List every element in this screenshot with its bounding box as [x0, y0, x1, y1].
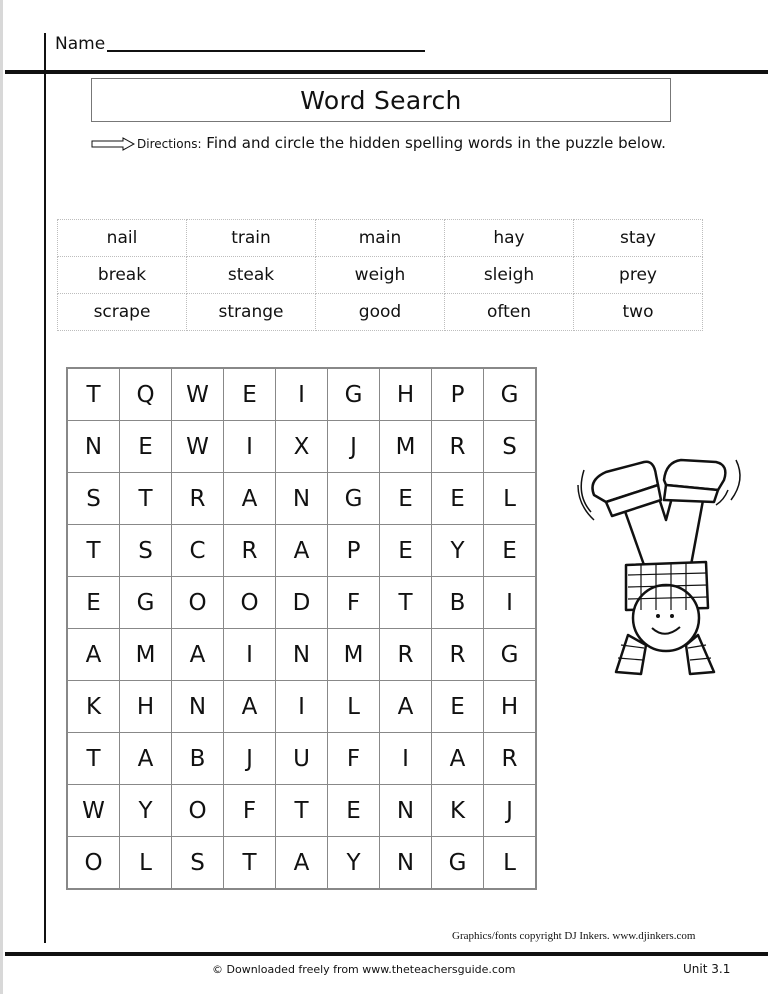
grid-row — [67, 629, 536, 681]
word-row — [58, 294, 703, 331]
grid-cell[interactable]: A — [432, 733, 484, 785]
word-cell: weigh — [316, 257, 445, 294]
grid-row — [67, 577, 536, 629]
grid-cell[interactable]: W — [172, 368, 224, 421]
margin-line — [44, 33, 46, 943]
word-cell: main — [316, 220, 445, 257]
grid-cell[interactable]: E — [484, 525, 537, 577]
grid-cell[interactable]: J — [328, 421, 380, 473]
grid-cell[interactable]: G — [484, 629, 537, 681]
directions — [91, 130, 691, 157]
grid-cell[interactable]: A — [276, 837, 328, 890]
grid-cell[interactable]: X — [276, 421, 328, 473]
grid-cell[interactable]: I — [484, 577, 537, 629]
grid-cell[interactable]: U — [276, 733, 328, 785]
grid-cell[interactable]: C — [172, 525, 224, 577]
page-edge — [0, 0, 3, 994]
grid-cell[interactable]: S — [172, 837, 224, 890]
grid-cell[interactable]: O — [172, 577, 224, 629]
grid-row — [67, 837, 536, 890]
directions-label: Directions: — [137, 137, 202, 151]
grid-row — [67, 368, 536, 421]
grid-cell[interactable]: G — [328, 368, 380, 421]
word-search-grid — [66, 367, 537, 890]
grid-cell[interactable]: H — [380, 368, 432, 421]
grid-cell[interactable]: L — [120, 837, 172, 890]
grid-cell[interactable]: I — [276, 681, 328, 733]
grid-cell[interactable]: M — [328, 629, 380, 681]
download-note: © Downloaded freely from www.theteachersguide.com — [212, 963, 516, 976]
grid-cell[interactable]: N — [380, 785, 432, 837]
grid-cell[interactable]: R — [224, 525, 276, 577]
grid-cell[interactable]: A — [172, 629, 224, 681]
directions-text: Find and circle the hidden spelling words in the puzzle below. — [206, 134, 666, 152]
word-cell: steak — [187, 257, 316, 294]
grid-cell[interactable]: R — [432, 629, 484, 681]
grid-cell[interactable]: N — [67, 421, 120, 473]
grid-cell[interactable]: T — [67, 368, 120, 421]
word-cell: scrape — [58, 294, 187, 331]
name-field — [55, 33, 425, 55]
unit-label: Unit 3.1 — [683, 962, 731, 976]
grid-cell[interactable]: Q — [120, 368, 172, 421]
grid-cell[interactable]: A — [380, 681, 432, 733]
grid-cell[interactable]: G — [432, 837, 484, 890]
graphics-credit: Graphics/fonts copyright DJ Inkers. www.djinkers.com — [452, 930, 696, 942]
grid-cell[interactable]: S — [484, 421, 537, 473]
word-cell: two — [574, 294, 703, 331]
grid-cell[interactable]: Y — [120, 785, 172, 837]
grid-cell[interactable]: E — [380, 473, 432, 525]
grid-cell[interactable]: O — [67, 837, 120, 890]
grid-row — [67, 473, 536, 525]
grid-cell[interactable]: D — [276, 577, 328, 629]
grid-cell[interactable]: S — [120, 525, 172, 577]
word-cell: sleigh — [445, 257, 574, 294]
grid-cell[interactable]: I — [276, 368, 328, 421]
grid-cell[interactable]: I — [224, 421, 276, 473]
grid-cell[interactable]: M — [120, 629, 172, 681]
grid-cell[interactable]: L — [328, 681, 380, 733]
word-cell: strange — [187, 294, 316, 331]
grid-cell[interactable]: E — [432, 681, 484, 733]
grid-cell[interactable]: T — [380, 577, 432, 629]
arrow-right-icon — [91, 137, 135, 151]
grid-cell[interactable]: E — [380, 525, 432, 577]
grid-cell[interactable]: R — [432, 421, 484, 473]
word-list — [57, 219, 703, 331]
grid-cell[interactable]: R — [172, 473, 224, 525]
grid-cell[interactable]: H — [484, 681, 537, 733]
grid-cell[interactable]: O — [224, 577, 276, 629]
grid-cell[interactable]: N — [276, 473, 328, 525]
word-cell: hay — [445, 220, 574, 257]
word-row — [58, 220, 703, 257]
grid-cell[interactable]: F — [328, 733, 380, 785]
grid-cell[interactable]: G — [328, 473, 380, 525]
grid-cell[interactable]: I — [380, 733, 432, 785]
name-label: Name — [55, 34, 106, 54]
grid-cell[interactable]: P — [432, 368, 484, 421]
grid-cell[interactable]: K — [67, 681, 120, 733]
grid-row — [67, 681, 536, 733]
grid-cell[interactable]: E — [224, 368, 276, 421]
grid-cell[interactable]: G — [120, 577, 172, 629]
grid-cell[interactable]: S — [67, 473, 120, 525]
grid-row — [67, 525, 536, 577]
grid-cell[interactable]: R — [380, 629, 432, 681]
grid-cell[interactable]: J — [484, 785, 537, 837]
grid-cell[interactable]: L — [484, 473, 537, 525]
word-cell: train — [187, 220, 316, 257]
grid-cell[interactable]: Y — [328, 837, 380, 890]
grid-row — [67, 733, 536, 785]
title-box — [91, 78, 671, 122]
grid-cell[interactable]: J — [224, 733, 276, 785]
grid-cell[interactable]: T — [224, 837, 276, 890]
grid-cell[interactable]: T — [276, 785, 328, 837]
grid-cell[interactable]: B — [432, 577, 484, 629]
grid-cell[interactable]: P — [328, 525, 380, 577]
grid-cell[interactable]: A — [224, 681, 276, 733]
grid-cell[interactable]: E — [432, 473, 484, 525]
grid-cell[interactable]: T — [67, 733, 120, 785]
handstand-kid-icon — [566, 440, 766, 680]
word-cell: stay — [574, 220, 703, 257]
grid-cell[interactable]: O — [172, 785, 224, 837]
grid-cell[interactable]: Y — [432, 525, 484, 577]
footer-divider — [5, 952, 768, 956]
grid-row — [67, 421, 536, 473]
grid-cell[interactable]: W — [172, 421, 224, 473]
grid-cell[interactable]: N — [172, 681, 224, 733]
grid-row — [67, 785, 536, 837]
word-cell: break — [58, 257, 187, 294]
word-cell: prey — [574, 257, 703, 294]
grid-cell[interactable]: K — [432, 785, 484, 837]
grid-cell[interactable]: A — [120, 733, 172, 785]
grid-cell[interactable]: L — [484, 837, 537, 890]
grid-cell[interactable]: F — [328, 577, 380, 629]
grid-cell[interactable]: W — [67, 785, 120, 837]
word-cell: nail — [58, 220, 187, 257]
grid-cell[interactable]: G — [484, 368, 537, 421]
grid-cell[interactable]: I — [224, 629, 276, 681]
grid-cell[interactable]: T — [67, 525, 120, 577]
header-divider — [5, 70, 768, 74]
page-title: Word Search — [300, 85, 462, 115]
name-blank-line — [107, 50, 425, 52]
grid-cell[interactable]: E — [67, 577, 120, 629]
grid-cell[interactable]: R — [484, 733, 537, 785]
grid-cell[interactable]: E — [120, 421, 172, 473]
grid-cell[interactable]: M — [380, 421, 432, 473]
grid-cell[interactable]: F — [224, 785, 276, 837]
grid-cell[interactable]: T — [120, 473, 172, 525]
grid-cell[interactable]: N — [276, 629, 328, 681]
grid-cell[interactable]: A — [224, 473, 276, 525]
grid-cell[interactable]: A — [67, 629, 120, 681]
grid-cell[interactable]: N — [380, 837, 432, 890]
grid-cell[interactable]: A — [276, 525, 328, 577]
grid-cell[interactable]: B — [172, 733, 224, 785]
word-cell: often — [445, 294, 574, 331]
grid-cell[interactable]: E — [328, 785, 380, 837]
word-cell: good — [316, 294, 445, 331]
grid-cell[interactable]: H — [120, 681, 172, 733]
word-row — [58, 257, 703, 294]
